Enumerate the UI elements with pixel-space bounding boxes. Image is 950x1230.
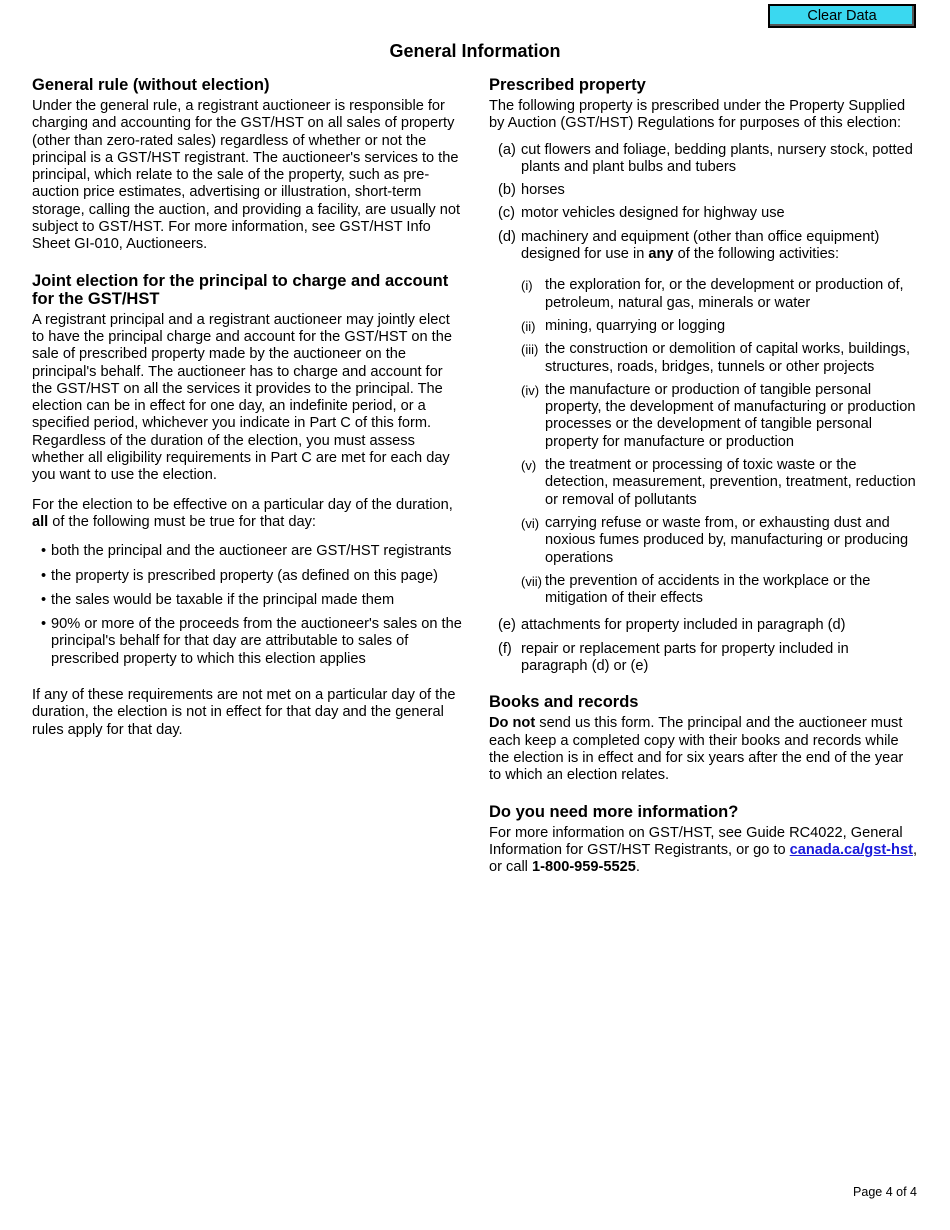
page-title: General Information xyxy=(389,41,561,61)
joint-election-body: A registrant principal and a registrant auctioneer may jointly elect to have the principal charge and account for the GST/HST on the sale of prescribed property made by the auctioneer on the principal's behalf. The auctioneer has to charge and account for the GST/HST on all the services it provides to the principal. The election can be in effect for one day, an indefinite period, or a specified period, whichever you indicate in Part C of this form. Regardless of the duration of the election, you must assess whether all eligibility requirements in Part C are met for each day you want to use the election. xyxy=(32,311,452,484)
books-records-heading: Books and records xyxy=(489,693,639,712)
list-item: (e) attachments for property included in paragraph (d) xyxy=(498,617,846,634)
page-number: Page 4 of 4 xyxy=(853,1185,917,1199)
more-info-body: For more information on GST/HST, see Guide RC4022, General Information for GST/HST Registrants, or go to canada.ca/gst-hst, or call 1-800-959-5525. xyxy=(489,824,917,876)
list-item: (iii) the construction or demolition of capital works, buildings, structures, roads, bridges, tunnels or other projects xyxy=(521,341,911,375)
list-item: (v) the treatment or processing of toxic waste or the detection, measurement, prevention, treatment, reduction or removal of pollutants xyxy=(521,457,916,508)
general-rule-body: Under the general rule, a registrant auctioneer is responsible for charging and accounting for the GST/HST on all sales of property (other than zero-rated sales) regardless of whether or not the principal is a GST/HST registrant. The auctioneer's services to the principal, which relate to the sale of the property, such as pre-auction price estimates, advertising or illustration, short-term storage, calling the auction, and providing a facility, are usually not subject to GST/HST. For more information, see GST/HST Info Sheet GI-010, Auctioneers. xyxy=(32,98,461,253)
general-rule-heading: General rule (without election) xyxy=(32,76,270,94)
prescribed-property-heading: Prescribed property xyxy=(489,76,646,94)
prescribed-property-intro: The following property is prescribed under the Property Supplied by Auction (GST/HST) Regulations for purposes of this election: xyxy=(489,98,906,132)
requirements-list xyxy=(32,543,462,668)
activities-list xyxy=(521,277,919,607)
list-item: • the property is prescribed property (as defined on this page) xyxy=(41,567,438,584)
books-records-body: Do not send us this form. The principal and the auctioneer must each keep a completed copy with their books and records while the election is in effect and for six years after the end of the year to which an election relates. xyxy=(489,715,904,784)
joint-election-intro: For the election to be effective on a particular day of the duration, all of the following must be true for that day: xyxy=(32,496,453,530)
list-item: (c) motor vehicles designed for highway use xyxy=(498,205,785,222)
list-item: • 90% or more of the proceeds from the auctioneer's sales on the principal's behalf for that day are attributable to sales of prescribed property to which this election applies xyxy=(41,616,462,667)
list-item: (f) repair or replacement parts for property included in paragraph (d) or (e) xyxy=(498,640,849,675)
list-item: (iv) the manufacture or production of tangible personal property, the development of manufacturing or production processes or the development of tangible personal property for manufacture or production xyxy=(521,381,916,450)
joint-election-heading: Joint election for the principal to charge and account for the GST/HST xyxy=(32,271,449,308)
list-item: (vi) carrying refuse or waste from, or exhausting dust and noxious fumes produced by, manufacturing or producing operations xyxy=(521,514,909,566)
joint-election-closing: If any of these requirements are not met on a particular day of the duration, the election is not in effect for that day and the general rules apply for that day. xyxy=(32,687,456,738)
right-column xyxy=(489,76,919,876)
prescribed-property-list xyxy=(489,142,919,676)
list-item: (ii) mining, quarrying or logging xyxy=(521,317,726,334)
list-item: (d) machinery and equipment (other than office equipment) designed for use in any of the following activities: (i) the exploration for, or the development or production of, petroleum, natural gas, minerals or water (ii) mining, quarrying or logging (iii) the construction or demolition of capital works, buildings, structures, roads, bridges, tunnels or other projects (iv) the manufacture or production of tangible personal property, the development of manufacturing or production processes or the development of tangible personal property for manufacture or production (v) the treatment or processing of toxic waste or the detection, measurement, prevention, treatment, reduction or removal of pollutants (vi) carrying refuse or waste from, or exhausting dust and noxious fumes produced by, manufacturing or producing operations (vii) the prevention of accidents in the workplace or the mitigation of their effects xyxy=(489,229,919,608)
canada-gst-hst-link[interactable]: canada.ca/gst-hst xyxy=(789,841,913,858)
left-column xyxy=(32,76,462,739)
more-info-heading: Do you need more information? xyxy=(489,802,739,821)
list-item: (vii) the prevention of accidents in the workplace or the mitigation of their effects xyxy=(521,572,871,607)
list-item: (b) horses xyxy=(498,182,565,199)
list-item: (a) cut flowers and foliage, bedding plants, nursery stock, potted plants and plant bulbs and tubers xyxy=(498,141,913,175)
list-item: • the sales would be taxable if the principal made them xyxy=(41,591,395,608)
phone-number: 1-800-959-5525 xyxy=(532,859,636,876)
clear-data-button[interactable]: Clear Data xyxy=(768,4,916,28)
list-item: (i) the exploration for, or the development or production of, petroleum, natural gas, minerals or water xyxy=(521,277,904,311)
list-item: • both the principal and the auctioneer are GST/HST registrants xyxy=(41,543,452,560)
